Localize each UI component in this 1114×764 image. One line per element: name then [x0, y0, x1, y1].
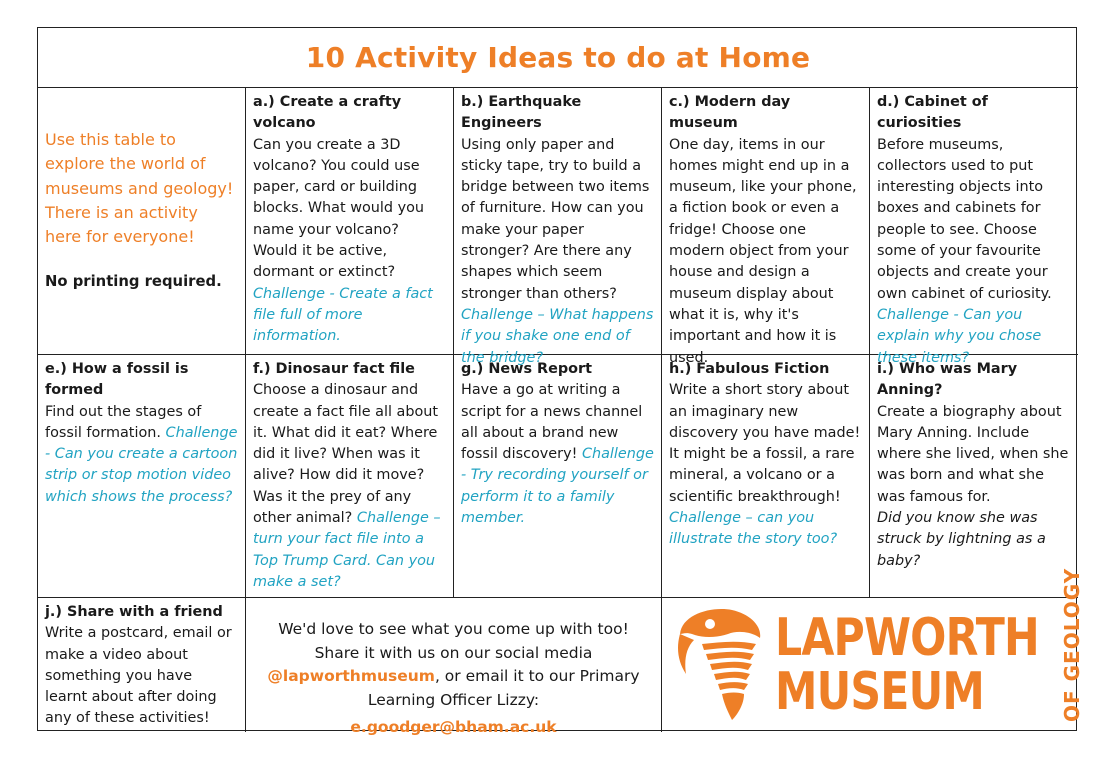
activity-challenge: Challenge – can you illustrate the story too? — [669, 510, 838, 548]
activity-body: Write a postcard, email or make a video about something you have learnt about after doing any of these activities! — [45, 625, 232, 727]
activity-heading: g.) News Report — [461, 361, 593, 377]
trilobite-icon — [672, 604, 772, 722]
activity-heading: d.) Cabinet of curiosities — [877, 94, 988, 132]
activity-i — [870, 355, 1078, 598]
activity-h — [662, 355, 870, 598]
activity-f — [246, 355, 454, 598]
activity-body: Choose a dinosaur and create a fact file all about it. What did it eat? Where did it live? When was it alive? How did it move? Was it the prey of any other animal? — [253, 382, 439, 527]
activity-body: One day, items in our homes might end up in a museum, like your phone, a fiction book or even a fridge! Choose one modern object from your house and design a museum display about what it is, why it's important and how it is used. — [669, 136, 857, 366]
activity-body: Write a short story about an imaginary new discovery you have made! It might be a fossil, a rare mineral, a volcano or a scientific breakthrough! — [669, 382, 861, 505]
activity-heading: e.) How a fossil is formed — [45, 361, 189, 399]
activity-challenge: Challenge - Create a fact file full of more information. — [253, 285, 433, 345]
share-text: We'd love to see what you come up with too! Share it with us on our social media — [278, 620, 629, 662]
email-link[interactable]: e.goodger@bham.ac.uk — [350, 718, 557, 736]
activity-body: Have a go at writing a script for a news channel all about a brand new fossil discovery! — [461, 382, 643, 463]
activity-body: Find out the stages of fossil formation. — [45, 403, 202, 441]
activity-b — [454, 88, 662, 366]
activity-challenge: Challenge - Try recording yourself or perform it to a family member. — [461, 446, 654, 527]
logo-line-museum: MUSEUM — [775, 662, 985, 722]
social-handle-link[interactable]: @lapworthmuseum — [267, 667, 435, 685]
activity-heading: i.) Who was Mary Anning? — [877, 361, 1018, 399]
logo-line-of-geology: OF GEOLOGY — [1060, 567, 1084, 722]
activity-j — [38, 598, 246, 732]
activity-g — [454, 355, 662, 598]
no-printing-note: No printing required. — [45, 273, 222, 291]
activity-table — [37, 27, 1084, 736]
logo-line-lapworth: LAPWORTH — [775, 608, 1039, 668]
activity-fun-fact: Did you know she was struck by lightning as a baby? — [877, 510, 1046, 569]
activity-challenge: Challenge - Can you explain why you chose these items? — [877, 306, 1042, 366]
activity-body: Can you create a 3D volcano? You could use paper, card or building blocks. What would you name your volcano? Would it be active, dormant or extinct? — [253, 136, 425, 281]
activity-body: Create a biography about Mary Anning. Include where she lived, when she was born and what she was famous for. — [877, 403, 1069, 505]
activity-challenge: Challenge – turn your fact file into a Top Trump Card. Can you make a set? — [253, 510, 441, 590]
intro-cell — [38, 88, 246, 355]
activity-c — [662, 88, 870, 366]
activity-challenge: Challenge - Can you create a cartoon strip or stop motion video which shows the process? — [45, 424, 238, 505]
intro-text: Use this table to explore the world of museums and geology! There is an activity here for everyone! — [45, 130, 234, 247]
activity-heading: f.) Dinosaur fact file — [253, 361, 415, 377]
activity-body: Before museums, collectors used to put interesting objects into boxes and cabinets for people to see. Choose some of your favourite objects and create your own cabinet of curiosity. — [877, 136, 1052, 302]
activity-challenge: Challenge – What happens if you shake one end of the bridge? — [461, 306, 654, 366]
page-title: 10 Activity Ideas to do at Home — [305, 40, 811, 74]
activity-a — [246, 88, 454, 355]
activity-heading: j.) Share with a friend — [45, 604, 223, 620]
activity-d — [870, 88, 1078, 366]
share-text-2: , or email it to our Primary Learning Officer Lizzy: — [367, 667, 640, 709]
activity-e — [38, 355, 246, 598]
activity-heading: h.) Fabulous Fiction — [669, 361, 830, 377]
title-cell — [38, 28, 1078, 88]
share-cell — [246, 598, 662, 736]
activity-heading: b.) Earthquake Engineers — [461, 94, 582, 132]
activity-heading: a.) Create a crafty volcano — [253, 94, 402, 132]
activity-heading: c.) Modern day museum — [669, 94, 791, 132]
museum-logo — [662, 567, 1084, 732]
activity-body: Using only paper and sticky tape, try to build a bridge between two items of furniture. How can you make your paper stronger? Are there any shapes which seem stronger than others? — [461, 136, 650, 302]
